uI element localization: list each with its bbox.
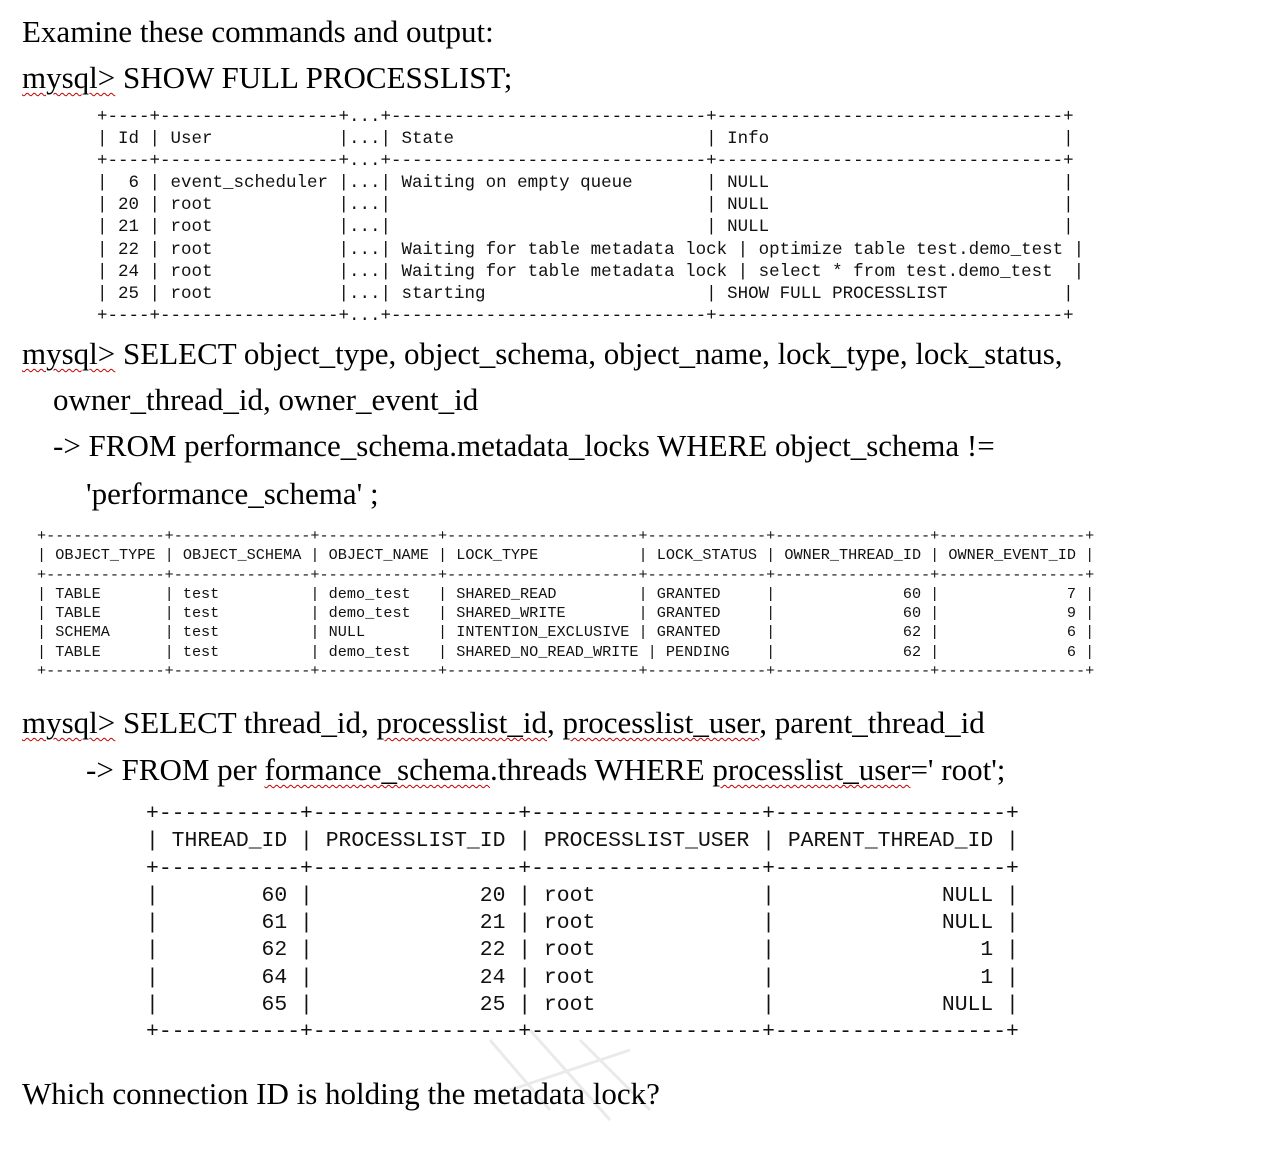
- question-text: Which connection ID is holding the metadata lock?: [22, 1076, 660, 1111]
- table-row: | 62 | 22 | root | 1 |: [146, 938, 1019, 963]
- table-border: +-------------+---------------+-------------+---------------------+-------------+-----------------+----------------+: [37, 565, 1095, 584]
- mysql-prompt: mysql>: [22, 336, 116, 371]
- table-row: | 65 | 25 | root | NULL |: [146, 993, 1019, 1018]
- table-row: | 22 | root |...| Waiting for table metadata lock | optimize table test.demo_test |: [97, 239, 1085, 260]
- command-metadata-locks-line1: [22, 334, 1063, 374]
- command-text: processlist_id: [376, 705, 547, 740]
- table-border: +----+-----------------+...+------------------------------+---------------------------------+: [97, 151, 1074, 172]
- table-row: | TABLE | test | demo_test | SHARED_WRITE | GRANTED | 60 | 9 |: [37, 604, 1095, 623]
- table-row: | SCHEMA | test | NULL | INTENTION_EXCLUSIVE | GRANTED | 62 | 6 |: [37, 623, 1095, 642]
- table-row: | TABLE | test | demo_test | SHARED_NO_READ_WRITE | PENDING | 62 | 6 |: [37, 642, 1095, 661]
- table-row: | 24 | root |...| Waiting for table metadata lock | select * from test.demo_test |: [97, 261, 1085, 282]
- table-row: | OBJECT_TYPE | OBJECT_SCHEMA | OBJECT_NAME | LOCK_TYPE | LOCK_STATUS | OWNER_THREAD_ID | OWNER_EVENT_ID |: [37, 546, 1095, 565]
- table-border: +-----------+----------------+------------------+------------------+: [146, 856, 1019, 881]
- command-text: , parent_thread_id: [759, 705, 985, 740]
- table-row: | 20 | root |...| | NULL |: [97, 195, 1074, 216]
- table-row: | TABLE | test | demo_test | SHARED_READ | GRANTED | 60 | 7 |: [37, 584, 1095, 603]
- mysql-prompt: mysql>: [22, 60, 116, 95]
- command-show-processlist: [22, 58, 512, 98]
- table-row: | 21 | root |...| | NULL |: [97, 217, 1074, 238]
- command-text: ,: [546, 705, 563, 740]
- command-threads-line1: [22, 703, 985, 743]
- processlist-table: [97, 106, 1084, 327]
- intro-text: Examine these commands and output:: [22, 14, 494, 49]
- table-border: +----+-----------------+...+------------------------------+---------------------------------+: [97, 305, 1074, 326]
- command-metadata-locks-line4: 'performance_schema' ;: [86, 476, 379, 511]
- table-row: | 61 | 21 | root | NULL |: [146, 911, 1019, 936]
- metadata-locks-table: [37, 527, 1094, 681]
- command-text: -> FROM per: [86, 752, 265, 787]
- command-text: SHOW FULL PROCESSLIST;: [115, 60, 513, 95]
- command-text: SELECT object_type, object_schema, object_name, lock_type, lock_status,: [115, 336, 1063, 371]
- command-threads-line2: [86, 750, 1005, 790]
- table-row: | 60 | 20 | root | NULL |: [146, 883, 1019, 908]
- table-row: | 64 | 24 | root | 1 |: [146, 965, 1019, 990]
- table-border: +-------------+---------------+-------------+---------------------+-------------+-----------------+----------------+: [37, 662, 1095, 681]
- table-row: | Id | User |...| State | Info |: [97, 129, 1074, 150]
- mysql-prompt: mysql>: [22, 705, 116, 740]
- table-row: | 6 | event_scheduler |...| Waiting on empty queue | NULL |: [97, 173, 1074, 194]
- command-metadata-locks-line3: -> FROM performance_schema.metadata_locks WHERE object_schema !=: [53, 428, 995, 463]
- table-border: +----+-----------------+...+------------------------------+---------------------------------+: [97, 107, 1074, 127]
- threads-table: [146, 801, 1019, 1047]
- command-text: processlist_user: [562, 705, 760, 740]
- command-text: .threads WHERE: [490, 752, 713, 787]
- table-row: | 25 | root |...| starting | SHOW FULL PROCESSLIST |: [97, 283, 1074, 304]
- command-text: processlist_user: [712, 752, 911, 787]
- command-metadata-locks-line2: owner_thread_id, owner_event_id: [53, 382, 479, 417]
- command-text: =' root';: [910, 752, 1006, 787]
- command-text: SELECT thread_id,: [115, 705, 377, 740]
- table-row: | THREAD_ID | PROCESSLIST_ID | PROCESSLIST_USER | PARENT_THREAD_ID |: [146, 829, 1019, 854]
- command-text: formance_schema: [264, 752, 491, 787]
- table-border: +-----------+----------------+------------------+------------------+: [146, 1020, 1019, 1045]
- table-border: +-------------+---------------+-------------+---------------------+-------------+-----------------+----------------+: [37, 527, 1095, 545]
- table-border: +-----------+----------------+------------------+------------------+: [146, 802, 1019, 826]
